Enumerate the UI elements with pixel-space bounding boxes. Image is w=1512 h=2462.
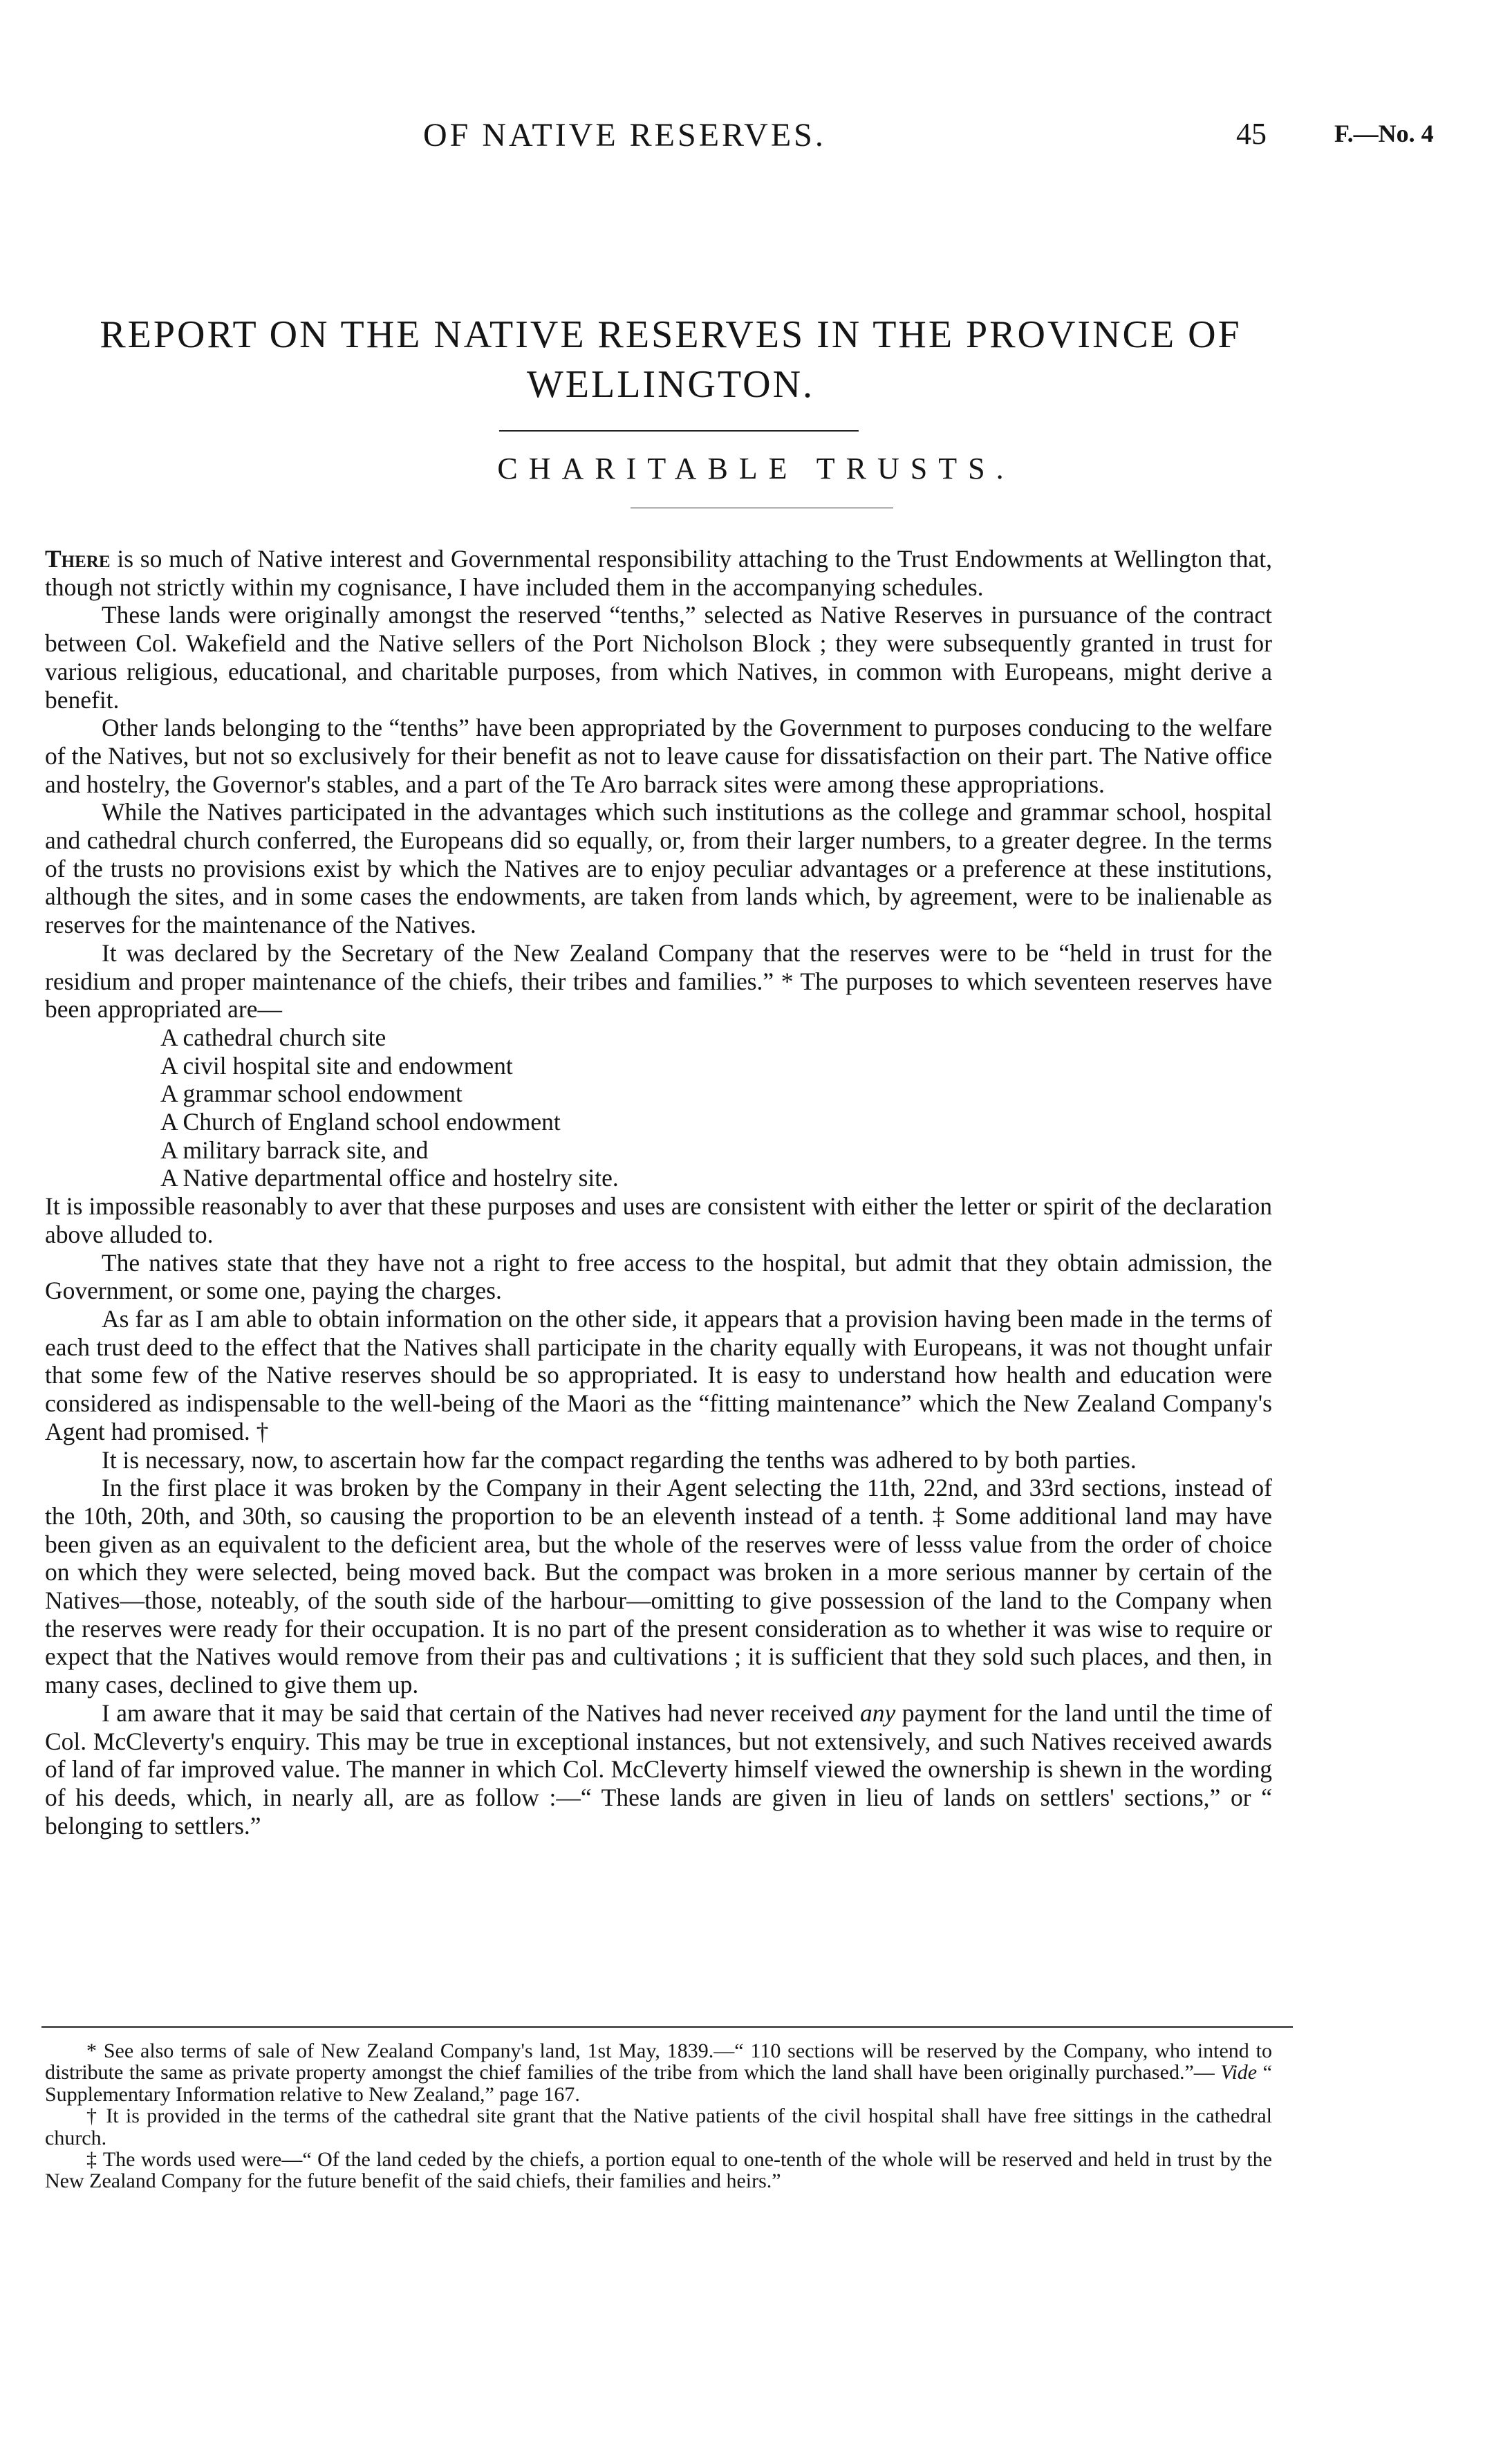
paragraph-11 <box>45 1699 1272 1840</box>
footnotes <box>45 2040 1272 2192</box>
footnote-1-text-b: “ Supplementary Information relative to New Zealand,” page 167. <box>45 2061 1272 2106</box>
list-item: A Church of England school endowment <box>160 1108 561 1136</box>
paragraph-11-emphasis: any <box>860 1699 896 1727</box>
footnote-divider <box>41 2026 1293 2028</box>
paragraph-4: While the Natives participated in the advantages which such institutions as the college and grammar school, hospital and cathedral church conferred, the Europeans did so equally, or, from their larger numbers, to a greater degree. In the terms of the trusts no provisions exist by which the Natives are to enjoy peculiar advantages or a preference at these institutions, although the sites, and in some cases the endowments, are taken from lands which, by agreement, were to be inalienable as reserves for the maintenance of the Natives. <box>45 798 1272 939</box>
paragraph-8: As far as I am able to obtain information on the other side, it appears that a provision having been made in the terms of each trust deed to the effect that the Natives shall participate in the charity equally with Europeans, it was not thought unfair that some few of the Native reserves should be so appropriated. It is easy to understand how health and education were considered as indispensable to the well-being of the Maori as the “fitting maintenance” which the New Zealand Company's Agent had promised. † <box>45 1304 1272 1445</box>
footnote-1-text-a: * See also terms of sale of New Zealand Company's land, 1st May, 1839.—“ 110 sections will be reserved by the Company, who intend to distribute the same as private property amongst the chief families of the tribe from which the land shall have been originally purchased.”— <box>45 2039 1272 2084</box>
list-item: A military barrack site, and <box>160 1136 429 1164</box>
running-title: OF NATIVE RESERVES. <box>423 117 826 154</box>
list-item: A cathedral church site <box>160 1023 386 1051</box>
running-header <box>0 116 1512 158</box>
footnote-1-vide: Vide <box>1220 2061 1258 2084</box>
paragraph-1 <box>45 545 1272 601</box>
paragraph-3: Other lands belonging to the “tenths” have been appropriated by the Government to purposes conducing to the welfare of the Natives, but not so exclusively for their benefit as not to leave cause for dissatisfaction on their part. The Native office and hostelry, the Governor's stables, and a part of the Te Aro barrack sites were among these appropriations. <box>45 714 1272 798</box>
paragraph-6: It is impossible reasonably to aver that these purposes and uses are consistent with either the letter or spirit of the declaration above alluded to. <box>45 1192 1272 1248</box>
paragraph-11-text-a: I am aware that it may be said that certain of the Natives had never received <box>102 1699 861 1727</box>
report-body <box>45 545 1272 1840</box>
page-number: 45 <box>1236 117 1267 151</box>
paragraph-9: It is necessary, now, to ascertain how far the compact regarding the tenths was adhered to by both parties. <box>102 1445 1137 1474</box>
paragraph-1-lead-word: There <box>45 545 111 573</box>
footnote-double-dagger: ‡ The words used were—“ Of the land ceded by the chiefs, a portion equal to one-tenth of the whole will be reserved and held in trust by the New Zealand Company for the future benefit of the said chiefs, their families and heirs.” <box>45 2148 1272 2193</box>
list-item: A civil hospital site and endowment <box>160 1051 513 1080</box>
footnote-dagger: † It is provided in the terms of the cathedral site grant that the Native patients of the civil hospital shall have free sittings in the cathedral church. <box>45 2104 1272 2149</box>
purposes-list <box>45 1024 1272 1192</box>
title-divider <box>499 430 859 432</box>
paragraph-10: In the first place it was broken by the Company in their Agent selecting the 11th, 22nd, and 33rd sections, instead of the 10th, 20th, and 30th, so causing the proportion to be an eleventh instead of a tenth. ‡ Some additional land may have been given as an equivalent to the deficient area, but the whole of the reserves were of lesss value from the order of choice on which they were selected, being moved back. But the compact was broken in a more serious manner by certain of the Natives—those, noteably, of the south side of the harbour—omitting to give possession of the land to the Company when the reserves were ready for their occupation. It is no part of the present consideration as to whether it was wise to require or expect that the Natives would remove from their pas and cultivations ; it is sufficient that they sold such places, and then, in many cases, declined to give them up. <box>45 1474 1272 1699</box>
report-title: REPORT ON THE NATIVE RESERVES IN THE PROVINCE OF WELLINGTON. <box>100 313 1242 406</box>
paragraph-11-text-b: payment for the land until the time of Col. McCleverty's enquiry. This may be true in exceptional instances, but not extensively, and such Natives received awards of land of far improved value. The manner in which Col. McCleverty himself viewed the ownership is shewn in the wording of his deeds, which, in nearly all, are as follow :—“ These lands are given in lieu of lands on settlers' sections,” or “ belonging to settlers.” <box>45 1699 1272 1840</box>
paragraph-5: It was declared by the Secretary of the New Zealand Company that the reserves were to be “held in trust for the residium and proper maintenance of the chiefs, their tribes and families.” * The purposes to which seventeen reserves have been appropriated are— <box>45 938 1272 1024</box>
section-subtitle: CHARITABLE TRUSTS. <box>497 452 1015 485</box>
paragraph-7: The natives state that they have not a right to free access to the hospital, but admit that they obtain admission, the Government, or some one, paying the charges. <box>45 1248 1272 1305</box>
paragraph-2: These lands were originally amongst the reserved “tenths,” selected as Native Reserves in pursuance of the contract between Col. Wakefield and the Native sellers of the Port Nicholson Block ; they were subsequently granted in trust for various religious, educational, and charitable purposes, from which Natives, in common with Europeans, might derive a benefit. <box>45 601 1272 714</box>
footnote-asterisk <box>45 2040 1272 2105</box>
list-item: A grammar school endowment <box>160 1080 463 1108</box>
paragraph-1-text: is so much of Native interest and Governmental responsibility attaching to the Trust Endowments at Wellington that, though not strictly within my cognisance, I have included them in the accompanying schedules. <box>45 545 1272 601</box>
document-reference: F.—No. 4 <box>1334 120 1434 147</box>
list-item: A Native departmental office and hostelry site. <box>160 1164 619 1192</box>
